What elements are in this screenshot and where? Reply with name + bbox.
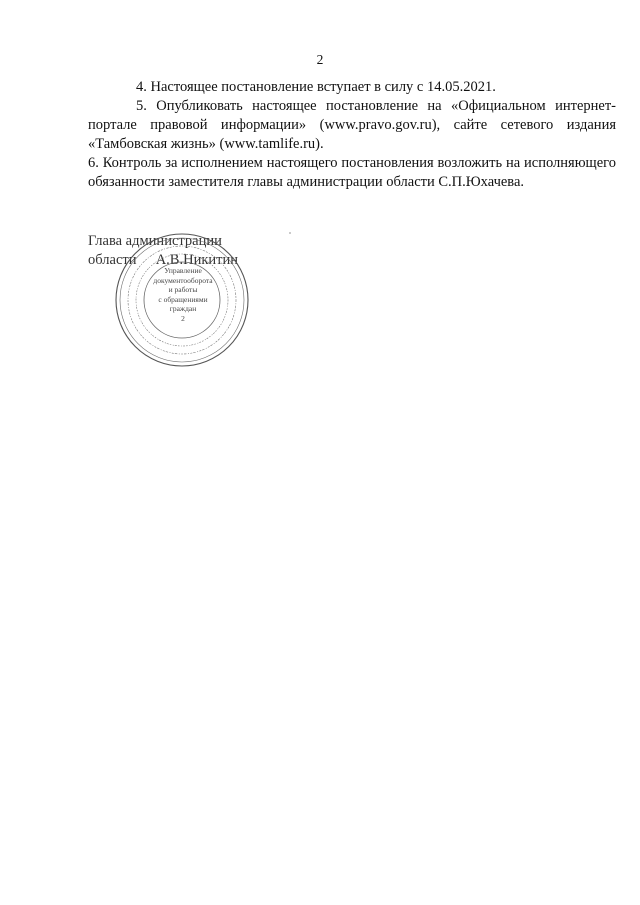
paragraph-4: 4. Настоящее постановление вступает в силу с 14.05.2021. bbox=[136, 79, 496, 95]
paragraph-5: 5. Опубликовать настоящее постановление на «Официальном интернет-портале правовой информации» (www.pravo.gov.ru), сайте сетевого издания «Тамбовская жизнь» (www.tamlife.ru). bbox=[88, 98, 616, 152]
stamp-line: Управление bbox=[164, 266, 202, 275]
stamp-center-text bbox=[152, 266, 214, 323]
signature-region: области bbox=[88, 252, 137, 268]
official-stamp bbox=[112, 230, 252, 370]
scan-dot-mark bbox=[289, 232, 291, 234]
page-number: 2 bbox=[316, 52, 324, 67]
stamp-line: с обращениями bbox=[158, 294, 208, 304]
signature-title: Глава администрации bbox=[88, 233, 222, 249]
paragraph-6: 6. Контроль за исполнением настоящего постановления возложить на исполняющего обязанности заместителя главы администрации области С.П.Юхачева. bbox=[88, 155, 616, 190]
signature-name: А.В.Никитин bbox=[155, 252, 238, 268]
document-body bbox=[88, 78, 616, 192]
stamp-line: и работы bbox=[168, 285, 198, 294]
stamp-line: граждан bbox=[169, 304, 197, 313]
stamp-line: документооборота bbox=[153, 275, 213, 285]
stamp-line: 2 bbox=[181, 313, 185, 323]
